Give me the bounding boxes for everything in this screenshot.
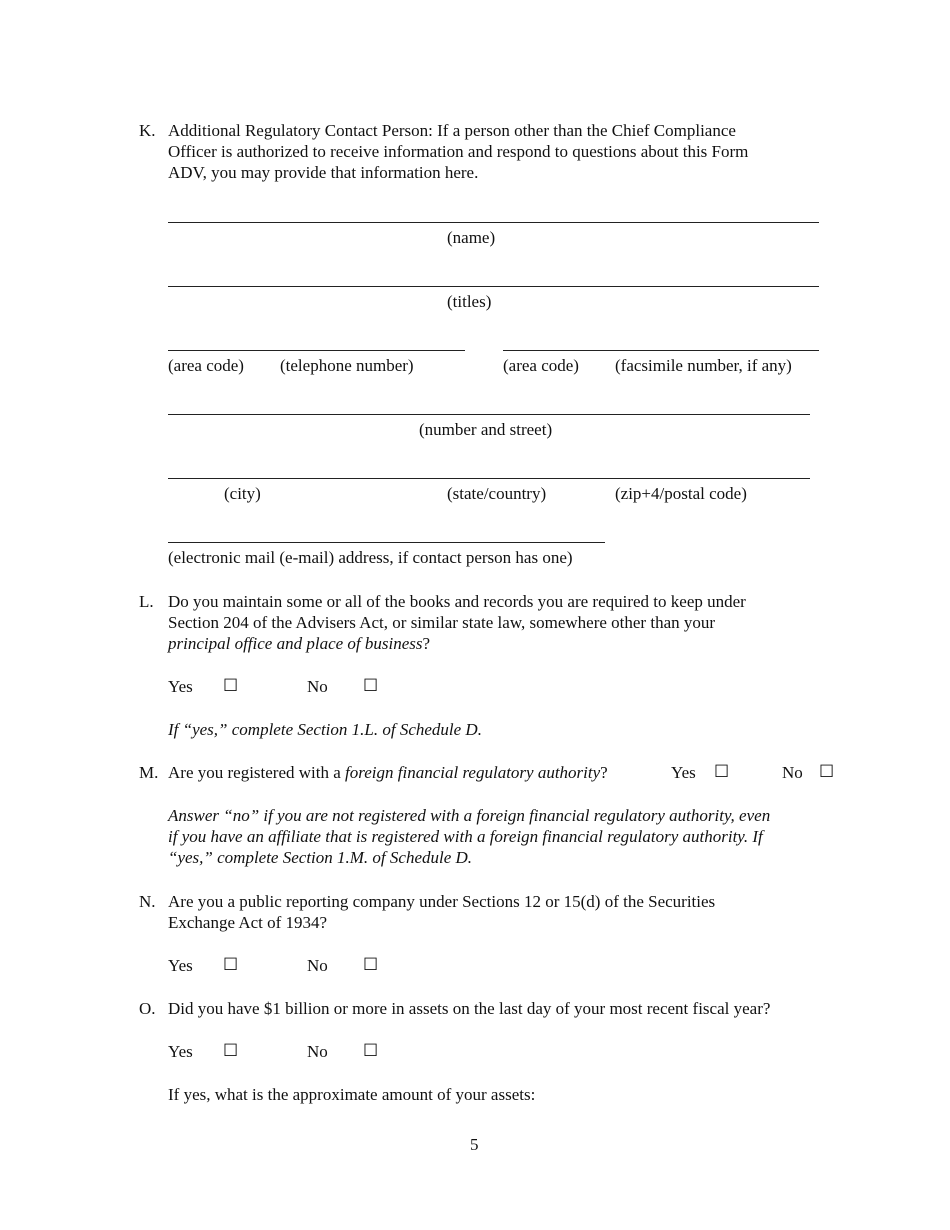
section-m-yes-checkbox[interactable]: ☐ [714, 762, 730, 782]
facsimile-label: (facsimile number, if any) [615, 356, 792, 375]
section-n-yes-label: Yes [168, 956, 193, 975]
section-n-yes-checkbox[interactable]: ☐ [223, 955, 239, 975]
section-k-line1: Additional Regulatory Contact Person: If a person other than the Chief Compliance [168, 121, 736, 140]
section-o-line1: Did you have $1 billion or more in assets on the last day of your most recent fiscal year? [168, 999, 771, 1018]
section-l-no-label: No [307, 677, 328, 696]
section-k-line2: Officer is authorized to receive information and respond to questions about this Form [168, 142, 749, 161]
section-o-letter: O. [139, 999, 156, 1018]
section-o-no-checkbox[interactable]: ☐ [363, 1041, 379, 1061]
section-n-no-checkbox[interactable]: ☐ [363, 955, 379, 975]
name-label: (name) [447, 228, 496, 247]
state-label: (state/country) [447, 484, 547, 503]
section-m-note-line3: “yes,” complete Section 1.M. of Schedule D. [168, 848, 473, 867]
street-label: (number and street) [419, 420, 553, 439]
section-l-line2: Section 204 of the Advisers Act, or similar state law, somewhere other than your [168, 613, 716, 632]
titles-label: (titles) [447, 292, 492, 311]
section-m-question-post: ? [600, 763, 608, 782]
foreign-authority-term: foreign financial regulatory authority [345, 763, 601, 782]
section-l-line3-tail: ? [422, 634, 431, 653]
section-m-question-pre: Are you registered with a [168, 763, 346, 782]
area-code-label-2: (area code) [503, 356, 579, 375]
section-n-line2: Exchange Act of 1934? [168, 913, 328, 932]
section-l-note: If “yes,” complete Section 1.L. of Schedule D. [168, 720, 482, 739]
section-m-no-label: No [782, 763, 803, 782]
section-m-note-line1: Answer “no” if you are not registered with a foreign financial regulatory authority, even [168, 806, 771, 825]
section-o-yes-checkbox[interactable]: ☐ [223, 1041, 239, 1061]
section-o-no-label: No [307, 1042, 328, 1061]
facsimile-field-line[interactable] [503, 350, 819, 351]
section-l-yes-label: Yes [168, 677, 193, 696]
section-n-line1: Are you a public reporting company under Sections 12 or 15(d) of the Securities [168, 892, 716, 911]
section-o-followup: If yes, what is the approximate amount of your assets: [168, 1085, 536, 1104]
section-m-letter: M. [139, 763, 159, 782]
section-m-no-checkbox[interactable]: ☐ [819, 762, 835, 782]
section-n-letter: N. [139, 892, 156, 911]
section-l-letter: L. [139, 592, 154, 611]
zip-label: (zip+4/postal code) [615, 484, 747, 503]
section-k-letter: K. [139, 121, 156, 140]
section-m-yes-label: Yes [671, 763, 696, 782]
section-o-yes-label: Yes [168, 1042, 193, 1061]
section-m-note-line2: if you have an affiliate that is registered with a foreign financial regulatory authority. If [168, 827, 763, 846]
section-n-no-label: No [307, 956, 328, 975]
area-code-label-1: (area code) [168, 356, 244, 375]
page-number: 5 [470, 1135, 479, 1154]
section-l-line3 [168, 633, 430, 654]
section-l-no-checkbox[interactable]: ☐ [363, 676, 379, 696]
section-k-line3: ADV, you may provide that information here. [168, 163, 479, 182]
email-field-line[interactable] [168, 542, 605, 543]
section-m-question [168, 762, 608, 783]
email-label: (electronic mail (e-mail) address, if contact person has one) [168, 548, 573, 567]
street-field-line[interactable] [168, 414, 810, 415]
city-state-zip-field-line[interactable] [168, 478, 810, 479]
name-field-line[interactable] [168, 222, 819, 223]
principal-office-term: principal office and place of business [168, 634, 423, 653]
titles-field-line[interactable] [168, 286, 819, 287]
city-label: (city) [224, 484, 261, 503]
telephone-field-line[interactable] [168, 350, 465, 351]
section-l-line1: Do you maintain some or all of the books and records you are required to keep under [168, 592, 746, 611]
section-l-yes-checkbox[interactable]: ☐ [223, 676, 239, 696]
telephone-label: (telephone number) [280, 356, 414, 375]
